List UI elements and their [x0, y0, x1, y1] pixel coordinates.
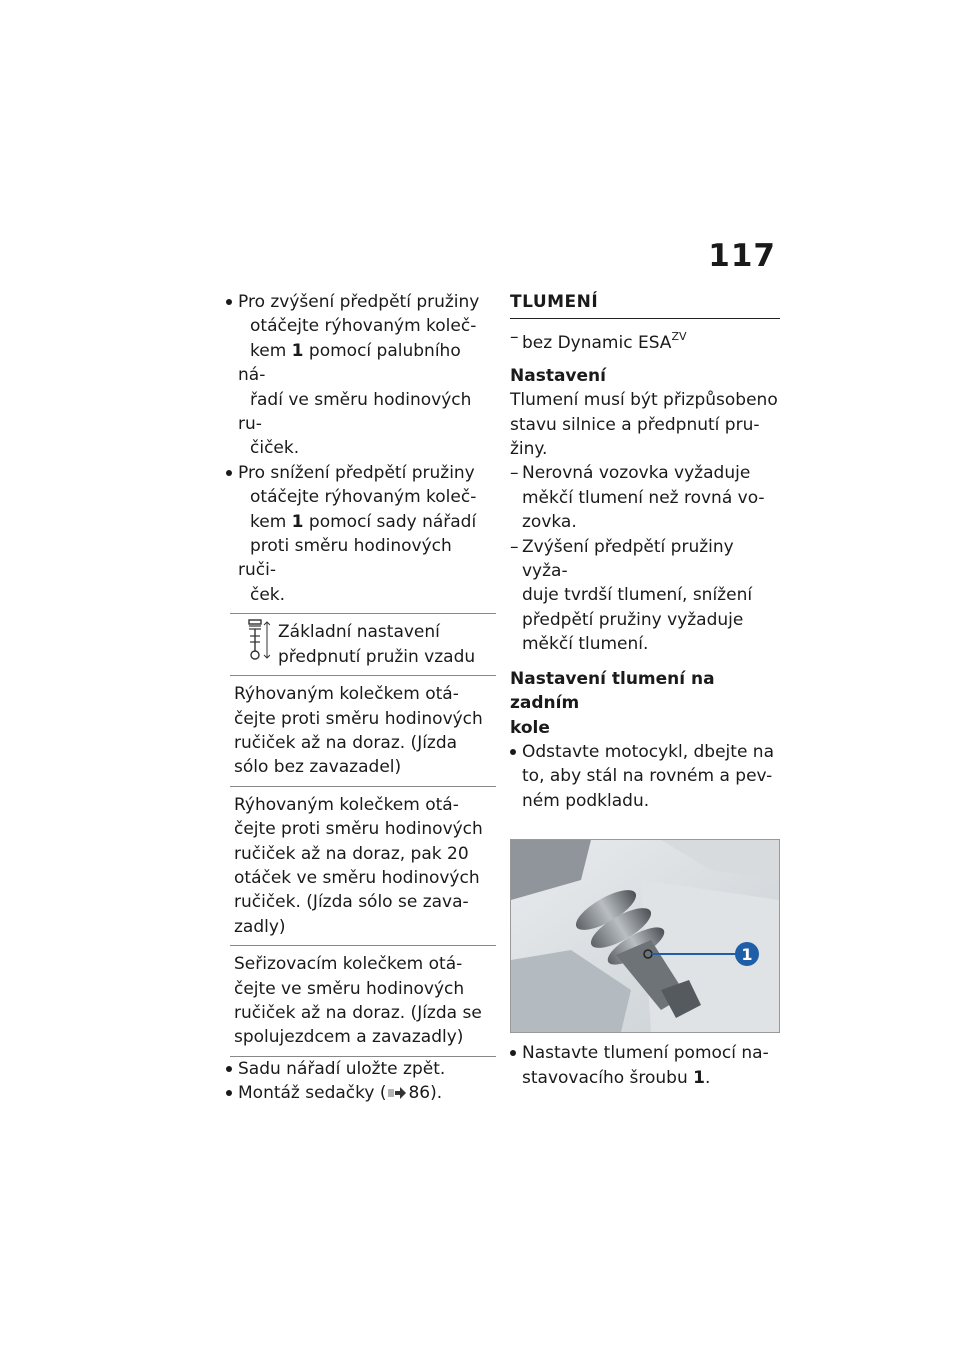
- subheading-settings: Nastavení: [510, 365, 606, 386]
- bullet-park-motorcycle: Odstavte motocykl, dbejte na to, aby stál na rovném a pev- ném podkladu.: [510, 740, 780, 813]
- bullet-stow-toolkit: Sadu nářadí uložte zpět.: [226, 1057, 492, 1081]
- bullet-decrease-preload: Pro snížení předpětí pružiny otáčejte rýhovaným koleč- kem 1 pomocí sady nářadí proti směru hodinových ruči- ček.: [226, 461, 492, 607]
- page-reference-arrow-icon[interactable]: [388, 1087, 406, 1099]
- table-row: Rýhovaným kolečkem otá- čejte proti směru hodinových ručiček až na doraz, pak 20 otáček ve směru hodinových ručiček. (Jízda sólo se zava- zadly): [230, 787, 496, 946]
- left-column: [226, 290, 492, 1106]
- bullet-adjust-damping: Nastavte tlumení pomocí na- stavovacího šroubu 1.: [510, 1041, 780, 1090]
- callout-ref-1: 1: [291, 511, 304, 532]
- dash-item-preload-damping: – Zvýšení předpětí pružiny vyža- duje tvrdší tlumení, snížení předpětí pružiny vyžaduje měkčí tlumení.: [510, 535, 780, 657]
- rear-shock-photo: [510, 839, 780, 1033]
- table-row: Seřizovacím kolečkem otá- čejte ve směru hodinových ručiček až na doraz. (Jízda se spolujezdcem a zavazadly): [230, 946, 496, 1057]
- right-column: [510, 290, 780, 1090]
- bullet-install-seat: Montáž sedačky ( 86).: [226, 1081, 492, 1105]
- section-title: TLUMENÍ: [510, 290, 780, 319]
- page-reference-link[interactable]: 86).: [408, 1083, 443, 1104]
- spring-strut-icon: [240, 618, 270, 662]
- paragraph-damping: Tlumení musí být přizpůsobeno stavu silnice a předpnutí pru- žiny.: [510, 390, 778, 460]
- preload-settings-table: [230, 613, 496, 1057]
- callout-ref-1: 1: [693, 1067, 705, 1088]
- rear-shock-illustration: [511, 840, 779, 1032]
- option-superscript: ZV: [671, 330, 687, 344]
- table-header: Základní nastavení předpnutí pružin vzadu: [230, 614, 496, 676]
- page-number: 117: [708, 238, 776, 274]
- bullet-increase-preload: Pro zvýšení předpětí pružiny otáčejte rýhovaným koleč- kem 1 pomocí palubního ná- řadí ve směru hodinových ru- čiček.: [226, 290, 492, 461]
- photo-callout-1: 1: [741, 945, 753, 965]
- dash-item-rough-road: – Nerovná vozovka vyžaduje měkčí tlumení než rovná vo- zovka.: [510, 461, 780, 534]
- callout-ref-1: 1: [291, 340, 304, 361]
- table-row: Rýhovaným kolečkem otá- čejte proti směru hodinových ručiček až na doraz. (Jízda sólo bez zavazadel): [230, 676, 496, 787]
- variant-note: – bez Dynamic $ESA^{ZV}$: [510, 325, 780, 355]
- subheading-rear-damping: Nastavení tlumení na zadním kole: [510, 668, 715, 738]
